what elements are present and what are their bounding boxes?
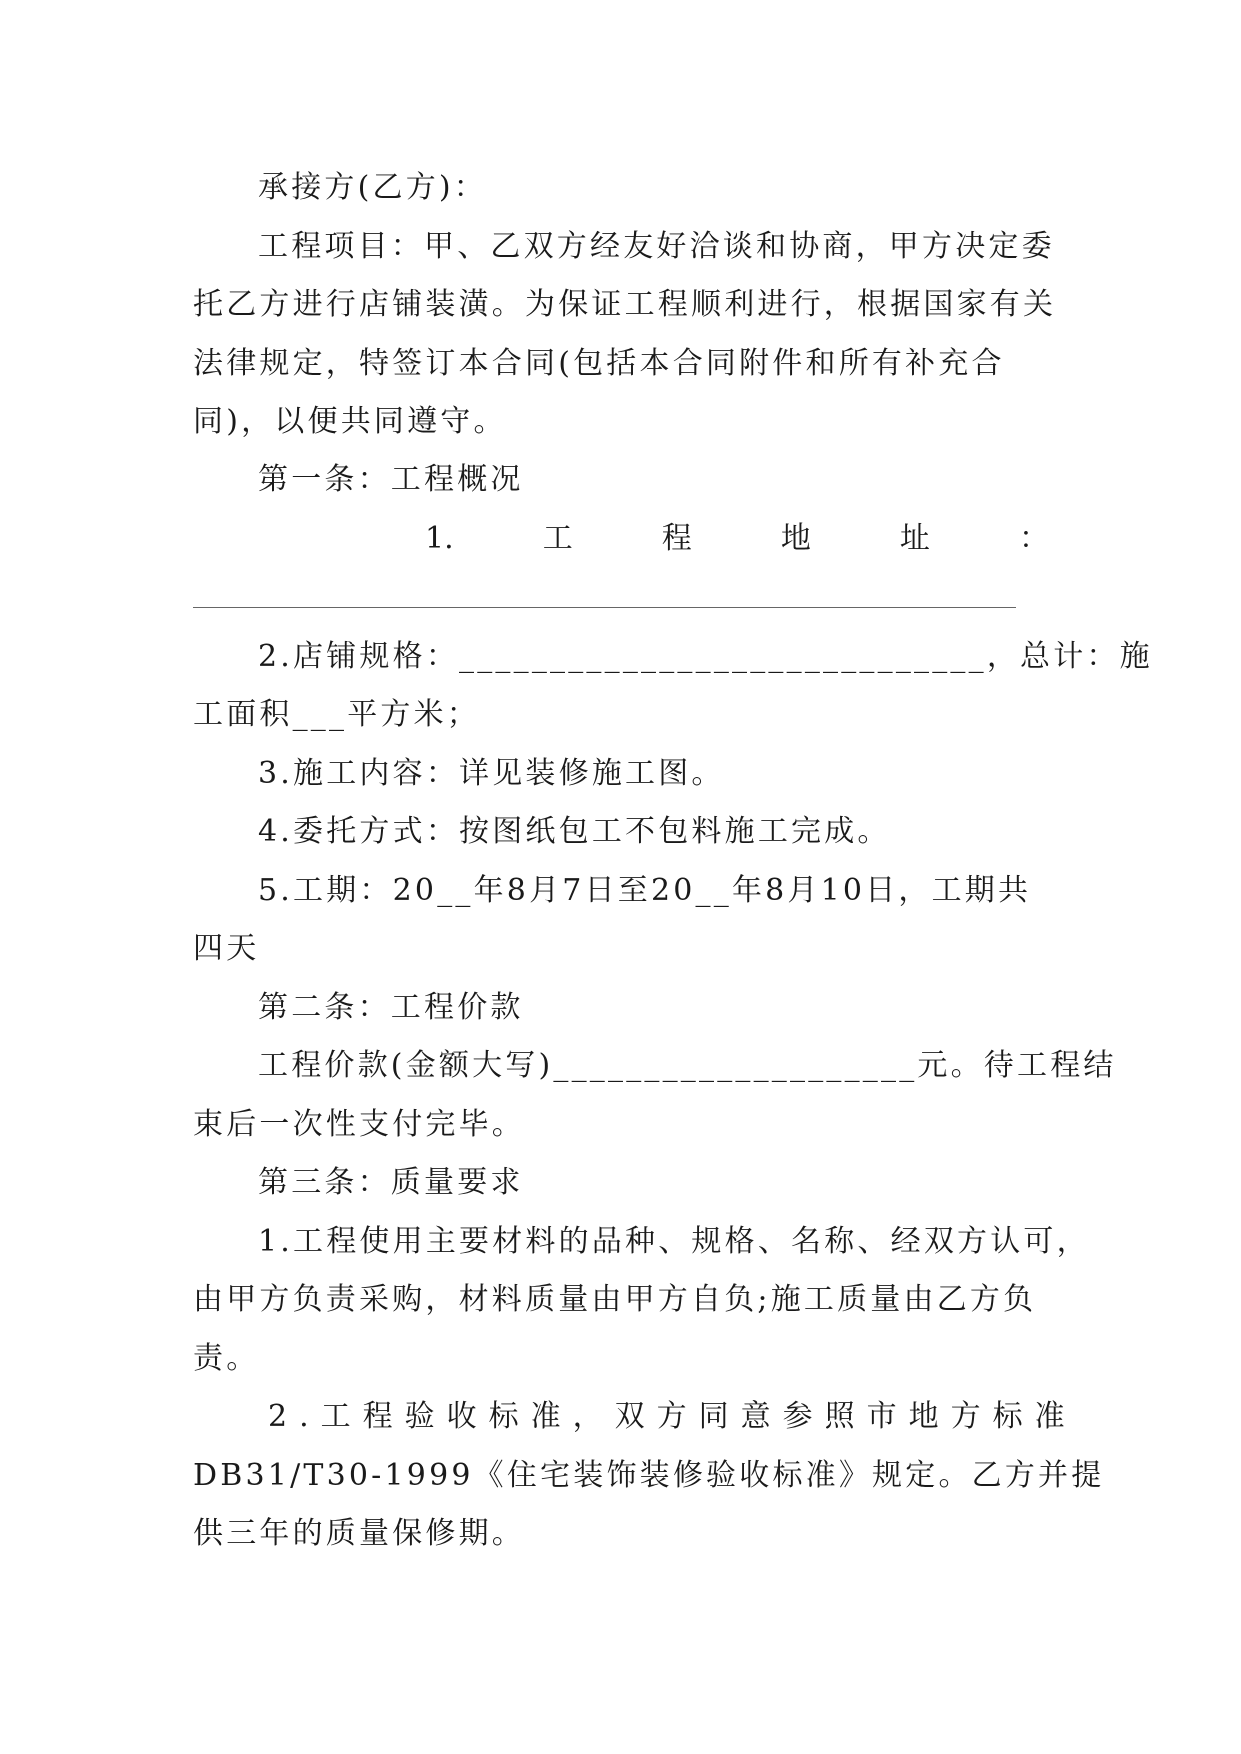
content-line: 3.施工内容：详见装修施工图。 xyxy=(258,756,725,791)
project-intro-line-2: 托乙方进行店铺装潢。为保证工程顺利进行，根据国家有关 xyxy=(193,287,1057,322)
quality-1-line-3: 责。 xyxy=(193,1341,260,1376)
address-char-1: 工 xyxy=(542,521,573,556)
spec-line-1: 2.店铺规格：_____________________________，总计：施 xyxy=(258,639,1153,674)
method-line: 4.委托方式：按图纸包工不包料施工完成。 xyxy=(258,814,891,849)
spec-line-2: 工面积___平方米； xyxy=(193,697,480,732)
quality-1-line-2: 由甲方负责采购，材料质量由甲方自负;施工质量由乙方负 xyxy=(193,1282,1037,1317)
address-num: 1. xyxy=(425,521,454,556)
address-char-4: 址 xyxy=(899,521,930,556)
period-line-1: 5.工期：20__年8月7日至20__年8月10日，工期共 xyxy=(258,873,1032,908)
quality-2-line-3: 供三年的质量保修期。 xyxy=(193,1516,525,1551)
project-intro-line-1: 工程项目：甲、乙双方经友好洽谈和协商，甲方决定委 xyxy=(258,229,1055,264)
address-char-2: 程 xyxy=(661,521,692,556)
project-intro-line-3: 法律规定，特签订本合同(包括本合同附件和所有补充合 xyxy=(193,346,1005,381)
price-line-2: 束后一次性支付完毕。 xyxy=(193,1107,525,1142)
project-intro-line-4: 同)，以便共同遵守。 xyxy=(193,404,507,439)
article-1-title: 第一条：工程概况 xyxy=(258,462,524,497)
quality-2-line-1: 2.工程验收标准，双方同意参照市地方标准 xyxy=(268,1399,1077,1434)
article-2-title: 第二条：工程价款 xyxy=(258,990,524,1025)
address-colon: ： xyxy=(1018,521,1049,556)
price-line-1: 工程价款(金额大写)____________________元。待工程结 xyxy=(258,1048,1117,1083)
party-b-line: 承接方(乙方)： xyxy=(258,170,488,205)
quality-2-line-2: DB31/T30-1999《住宅装饰装修验收标准》规定。乙方并提 xyxy=(193,1458,1105,1493)
quality-1-line-1: 1.工程使用主要材料的品种、规格、名称、经双方认可， xyxy=(258,1224,1090,1259)
address-char-3: 地 xyxy=(780,521,811,556)
address-line xyxy=(425,519,1049,559)
article-3-title: 第三条：质量要求 xyxy=(258,1165,524,1200)
period-line-2: 四天 xyxy=(193,931,260,966)
address-blank-line xyxy=(193,607,1016,608)
